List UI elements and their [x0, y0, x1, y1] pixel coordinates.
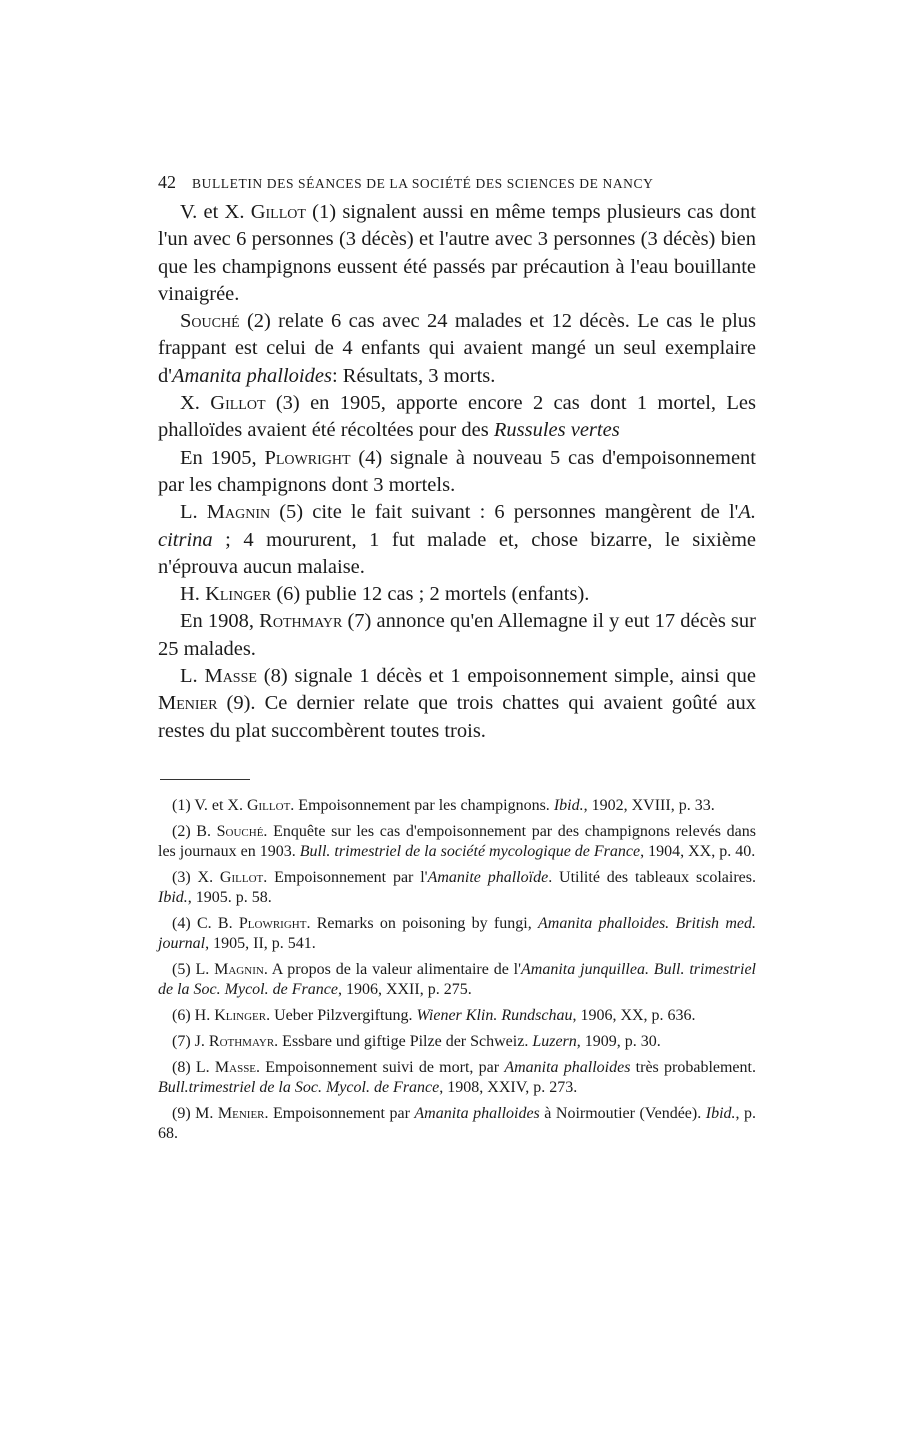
author-name: Gillot	[210, 392, 266, 415]
text-run: , 1904, XX, p. 40.	[640, 842, 756, 860]
text-run: H.	[180, 583, 206, 606]
text-run: . Essbare und giftige Pilze der Schweiz.	[274, 1032, 533, 1050]
text-run: (3) en 1905, apporte encore 2 cas dont 1 mortel, Les phalloïdes avaient été récoltées pour des	[158, 392, 756, 442]
italic-text: Ibid.	[553, 796, 584, 814]
author-name: Masse	[204, 665, 257, 688]
main-text	[158, 199, 756, 745]
author-name: Rothmayr	[259, 610, 343, 633]
footnote	[158, 960, 756, 1000]
text-run: . Remarks on poisoning by fungi,	[306, 914, 538, 932]
paragraph	[158, 308, 756, 390]
footnote	[158, 796, 756, 816]
italic-text: Amanita junquillea. Bull. trimestriel de la Soc. Mycol. de France	[158, 960, 756, 998]
author-name: Klinger	[205, 583, 272, 606]
paragraph	[158, 608, 756, 663]
text-run: En 1908,	[180, 610, 260, 633]
text-run: (2) relate 6 cas avec 24 malades et 12 décès. Le cas le plus frappant est celui de 4 enfants qui avaient mangé un seul exemplaire d'	[158, 310, 756, 387]
paragraph	[158, 663, 756, 745]
text-run: , p. 68.	[158, 1104, 757, 1142]
text-run: (7) J.	[172, 1032, 209, 1050]
author-name: Menier	[158, 692, 218, 715]
text-run: (7) annonce qu'en Allemagne il y eut 17 décès sur 25 malades.	[158, 610, 756, 660]
text-run: (9). Ce dernier relate que trois chattes qui avaient goûté aux restes du plat succombèrent toutes trois.	[158, 692, 756, 742]
text-run: , 1906, XX, p. 636.	[572, 1006, 696, 1024]
italic-text: Bull.trimestriel de la Soc. Mycol. de France	[158, 1078, 440, 1096]
footnote	[158, 914, 756, 954]
italic-text: Wiener Klin. Rundschau	[416, 1006, 573, 1024]
author-name: Masse	[214, 1058, 257, 1076]
italic-text: Russules vertes	[493, 419, 620, 442]
text-run: . Utilité des tableaux scolaires.	[548, 868, 756, 886]
running-header	[158, 172, 756, 193]
italic-text: Bull. trimestriel de la société mycologique de France	[299, 842, 641, 860]
text-run: L.	[180, 665, 205, 688]
author-name: Menier	[217, 1104, 265, 1122]
text-run: (9) M.	[172, 1104, 218, 1122]
footnotes	[158, 796, 756, 1144]
footnote	[158, 822, 756, 862]
text-run: . Empoisonnement suivi de mort, par	[256, 1058, 505, 1076]
text-run: très probablement.	[630, 1058, 756, 1076]
italic-text: Amanita phalloides	[414, 1104, 540, 1122]
text-run: ; 4 moururent, 1 fut malade et, chose bizarre, le sixième n'éprouva aucun malaise.	[158, 528, 756, 578]
text-run: (5) L.	[172, 960, 215, 978]
text-run: (4) C. B.	[172, 914, 239, 932]
author-name: Gillot	[219, 868, 264, 886]
author-name: Klinger	[214, 1006, 267, 1024]
text-run: : Résultats, 3 morts.	[331, 364, 496, 387]
italic-text: Ibid.	[705, 1104, 736, 1122]
paragraph	[158, 445, 756, 500]
text-run: , 1905. p. 58.	[187, 888, 272, 906]
text-run: X.	[180, 392, 211, 415]
footnote	[158, 1006, 756, 1026]
document-page	[158, 172, 756, 1150]
author-name: Souché	[180, 310, 240, 333]
footnote	[158, 1058, 756, 1098]
text-run: (1) V. et X.	[172, 796, 247, 814]
author-name: Gillot	[250, 201, 306, 223]
text-run: En 1905,	[180, 446, 265, 469]
paragraph	[158, 199, 756, 308]
text-run: . Empoisonnement par les champignons.	[290, 796, 554, 814]
text-run: (2) B.	[172, 822, 217, 840]
paragraph	[158, 390, 756, 445]
text-run: . Empoisonnement par	[264, 1104, 415, 1122]
text-run: , 1906, XXII, p. 275.	[337, 980, 472, 998]
italic-text: Luzern	[532, 1032, 577, 1050]
footnote	[158, 868, 756, 908]
running-title: BULLETIN DES SÉANCES DE LA SOCIÉTÉ DES SCIENCES DE NANCY	[192, 176, 654, 191]
paragraph	[158, 499, 756, 581]
footnote	[158, 1032, 756, 1052]
author-name: Magnin	[214, 960, 264, 978]
author-name: Rothmayr	[208, 1032, 275, 1050]
italic-text: Amanita phalloides	[171, 364, 332, 387]
text-run: . A propos de la valeur alimentaire de l'	[263, 960, 521, 978]
footnote-separator	[160, 779, 250, 780]
text-run: , 1908, XXIV, p. 273.	[439, 1078, 578, 1096]
text-run: (6) H.	[172, 1006, 215, 1024]
text-run: . Ueber Pilzvergiftung.	[266, 1006, 417, 1024]
text-run: . Empoisonnement par l'	[263, 868, 428, 886]
page-number: 42	[158, 172, 176, 192]
text-run: , 1905, II, p. 541.	[205, 934, 316, 952]
text-run: (6) publie 12 cas ; 2 mortels (enfants).	[271, 583, 590, 606]
paragraph	[158, 581, 756, 608]
italic-text: Ibid.	[158, 888, 188, 906]
italic-text: Amanita phalloides. British med. journal	[158, 914, 756, 952]
text-run: (3) X.	[172, 868, 220, 886]
text-run: (1) signalent aussi en même temps plusieurs cas dont l'un avec 6 personnes (3 décès) et l'autre avec 3 personnes (3 décès) bien que les champignons eussent été passés par précaution à l'eau bouillante vinaigrée.	[158, 201, 757, 305]
author-name: Gillot	[246, 796, 291, 814]
text-run: (8) L.	[172, 1058, 215, 1076]
text-run: (8) signale 1 décès et 1 empoisonnement simple, ainsi que	[256, 665, 756, 688]
author-name: Plowright	[264, 446, 351, 469]
text-run: , 1909, p. 30.	[576, 1032, 661, 1050]
author-name: Magnin	[206, 501, 271, 524]
author-name: Souché	[216, 822, 264, 840]
author-name: Plowright	[238, 914, 307, 932]
text-run: . Enquête sur les cas d'empoisonnement par des champignons relevés dans les journaux en 1903.	[158, 822, 756, 860]
text-run: (4) signale à nouveau 5 cas d'empoisonnement par les champignons dont 3 mortels.	[158, 446, 756, 496]
text-run: L.	[180, 501, 207, 524]
text-run: (5) cite le fait suivant : 6 personnes mangèrent de l'	[270, 501, 739, 524]
italic-text: Amanita phalloides	[504, 1058, 631, 1076]
text-run: à Noirmoutier (Vendée).	[539, 1104, 706, 1122]
text-run: V. et X.	[180, 201, 251, 223]
footnote	[158, 1104, 756, 1144]
italic-text: Amanite phalloïde	[427, 868, 549, 886]
text-run: , 1902, XVIII, p. 33.	[583, 796, 715, 814]
italic-text: A. citrina	[158, 501, 756, 551]
